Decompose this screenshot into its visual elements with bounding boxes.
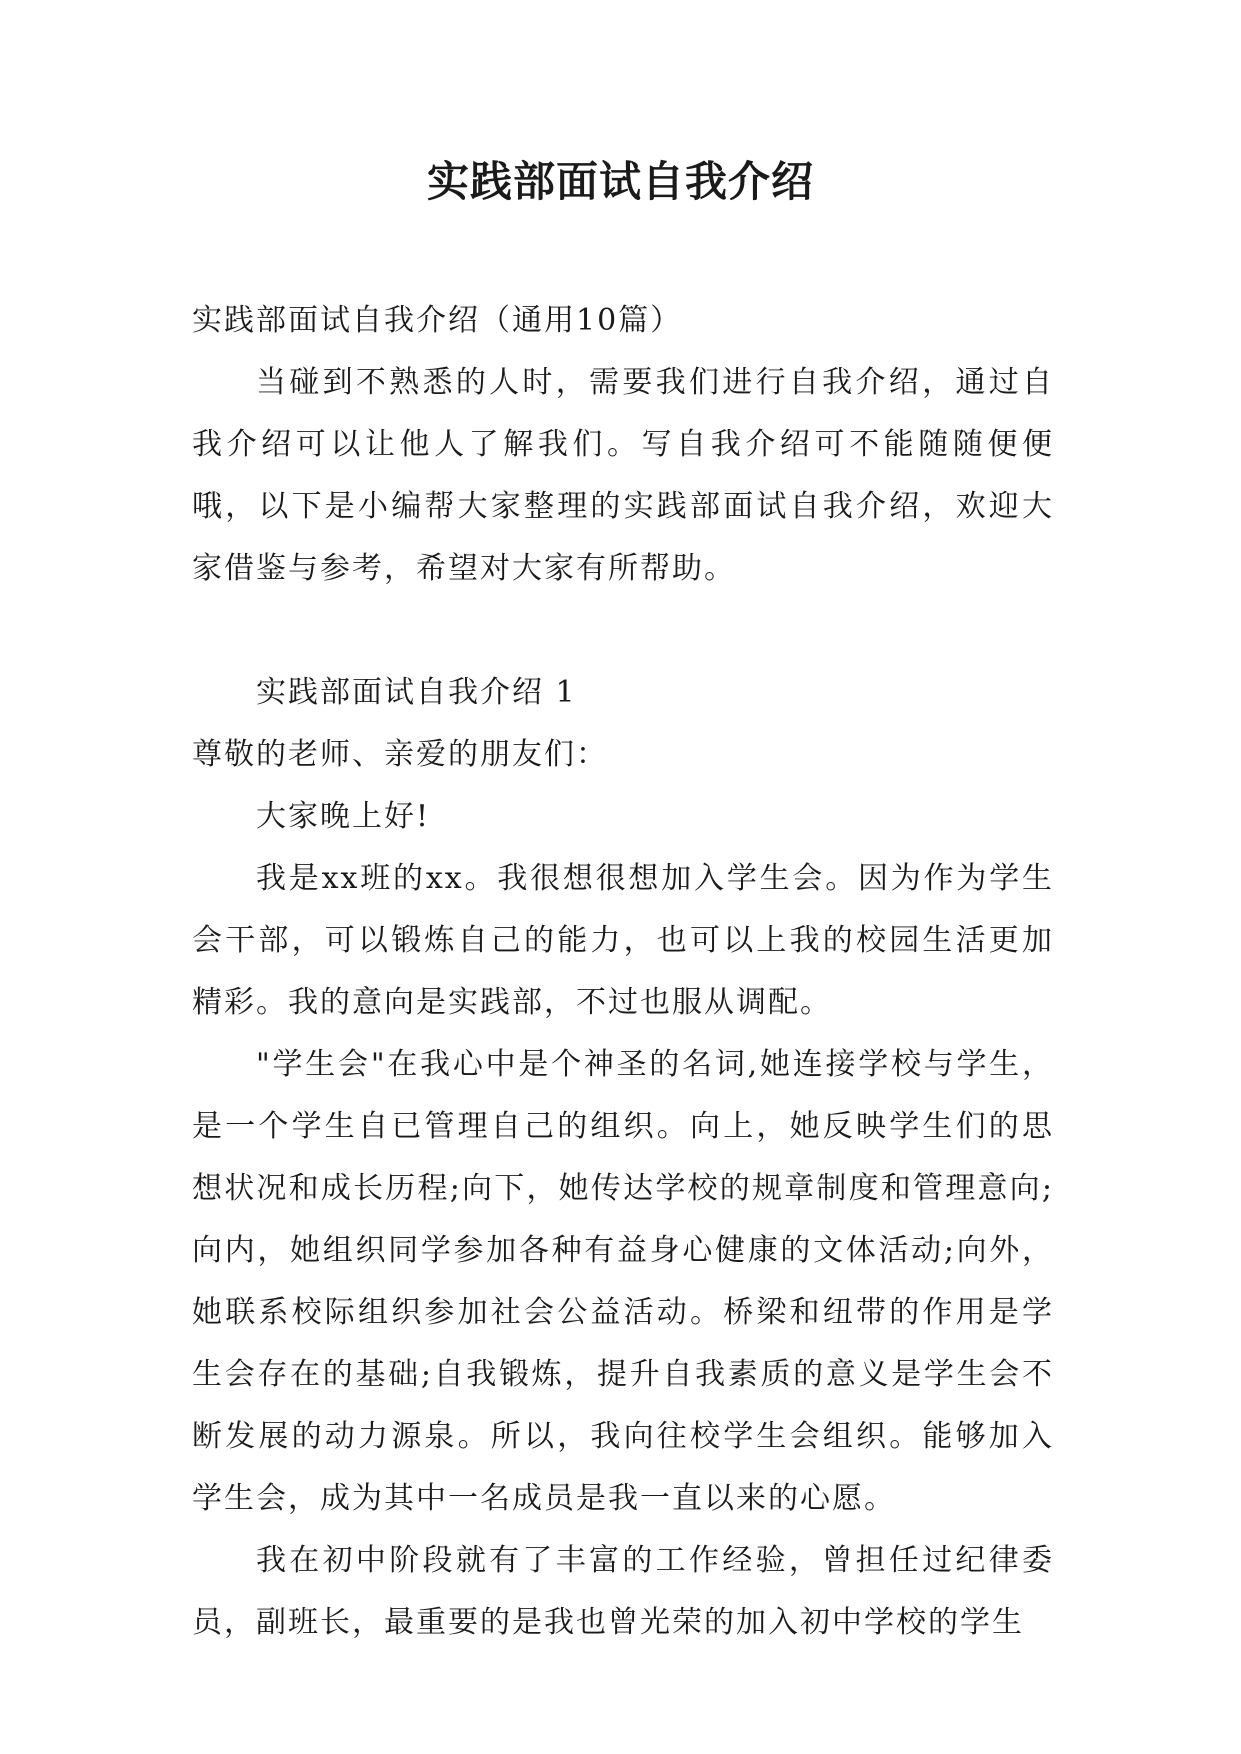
salutation: 尊敬的老师、亲爱的朋友们： — [192, 737, 608, 772]
body-paragraph: "学生会"在我心中是个神圣的名词,她连接学校与学生，是一个学生自已管理自己的组织。向上，她反映学生们的思想状况和成长历程;向下，她传达学校的规章制度和管理意向;向内，她组织同学参加各种有益身心健康的文体活动;向外，她联系校际组织参加社会公益活动。桥梁和纽带的作用是学生会存在的基础;自我锻炼，提升自我素质的意义是学生会不断发展的动力源泉。所以，我向往校学生会组织。能够加入学生会，成为其中一名成员是我一直以来的心愿。 — [192, 1047, 1054, 1516]
document-title: 实践部面试自我介绍 — [426, 157, 814, 206]
intro-paragraph: 当碰到不熟悉的人时，需要我们进行自我介绍，通过自我介绍可以让他人了解我们。写自我介绍可不能随随便便哦，以下是小编帮大家整理的实践部面试自我介绍，欢迎大家借鉴与参考，希望对大家有所帮助。 — [192, 365, 1054, 586]
greeting: 大家晚上好! — [256, 799, 431, 834]
section-spacer — [192, 600, 1054, 662]
body-paragraph: 我在初中阶段就有了丰富的工作经验，曾担任过纪律委员，副班长，最重要的是我也曾光荣的加入初中学校的学生 — [192, 1543, 1054, 1640]
section-heading: 实践部面试自我介绍 1 — [256, 675, 577, 710]
document-body — [192, 290, 1054, 1654]
subtitle-line: 实践部面试自我介绍（通用10篇） — [192, 303, 683, 338]
body-paragraph: 我是xx班的xx。我很想很想加入学生会。因为作为学生会干部，可以锻炼自己的能力，也可以上我的校园生活更加精彩。我的意向是实践部，不过也服从调配。 — [192, 861, 1054, 1020]
